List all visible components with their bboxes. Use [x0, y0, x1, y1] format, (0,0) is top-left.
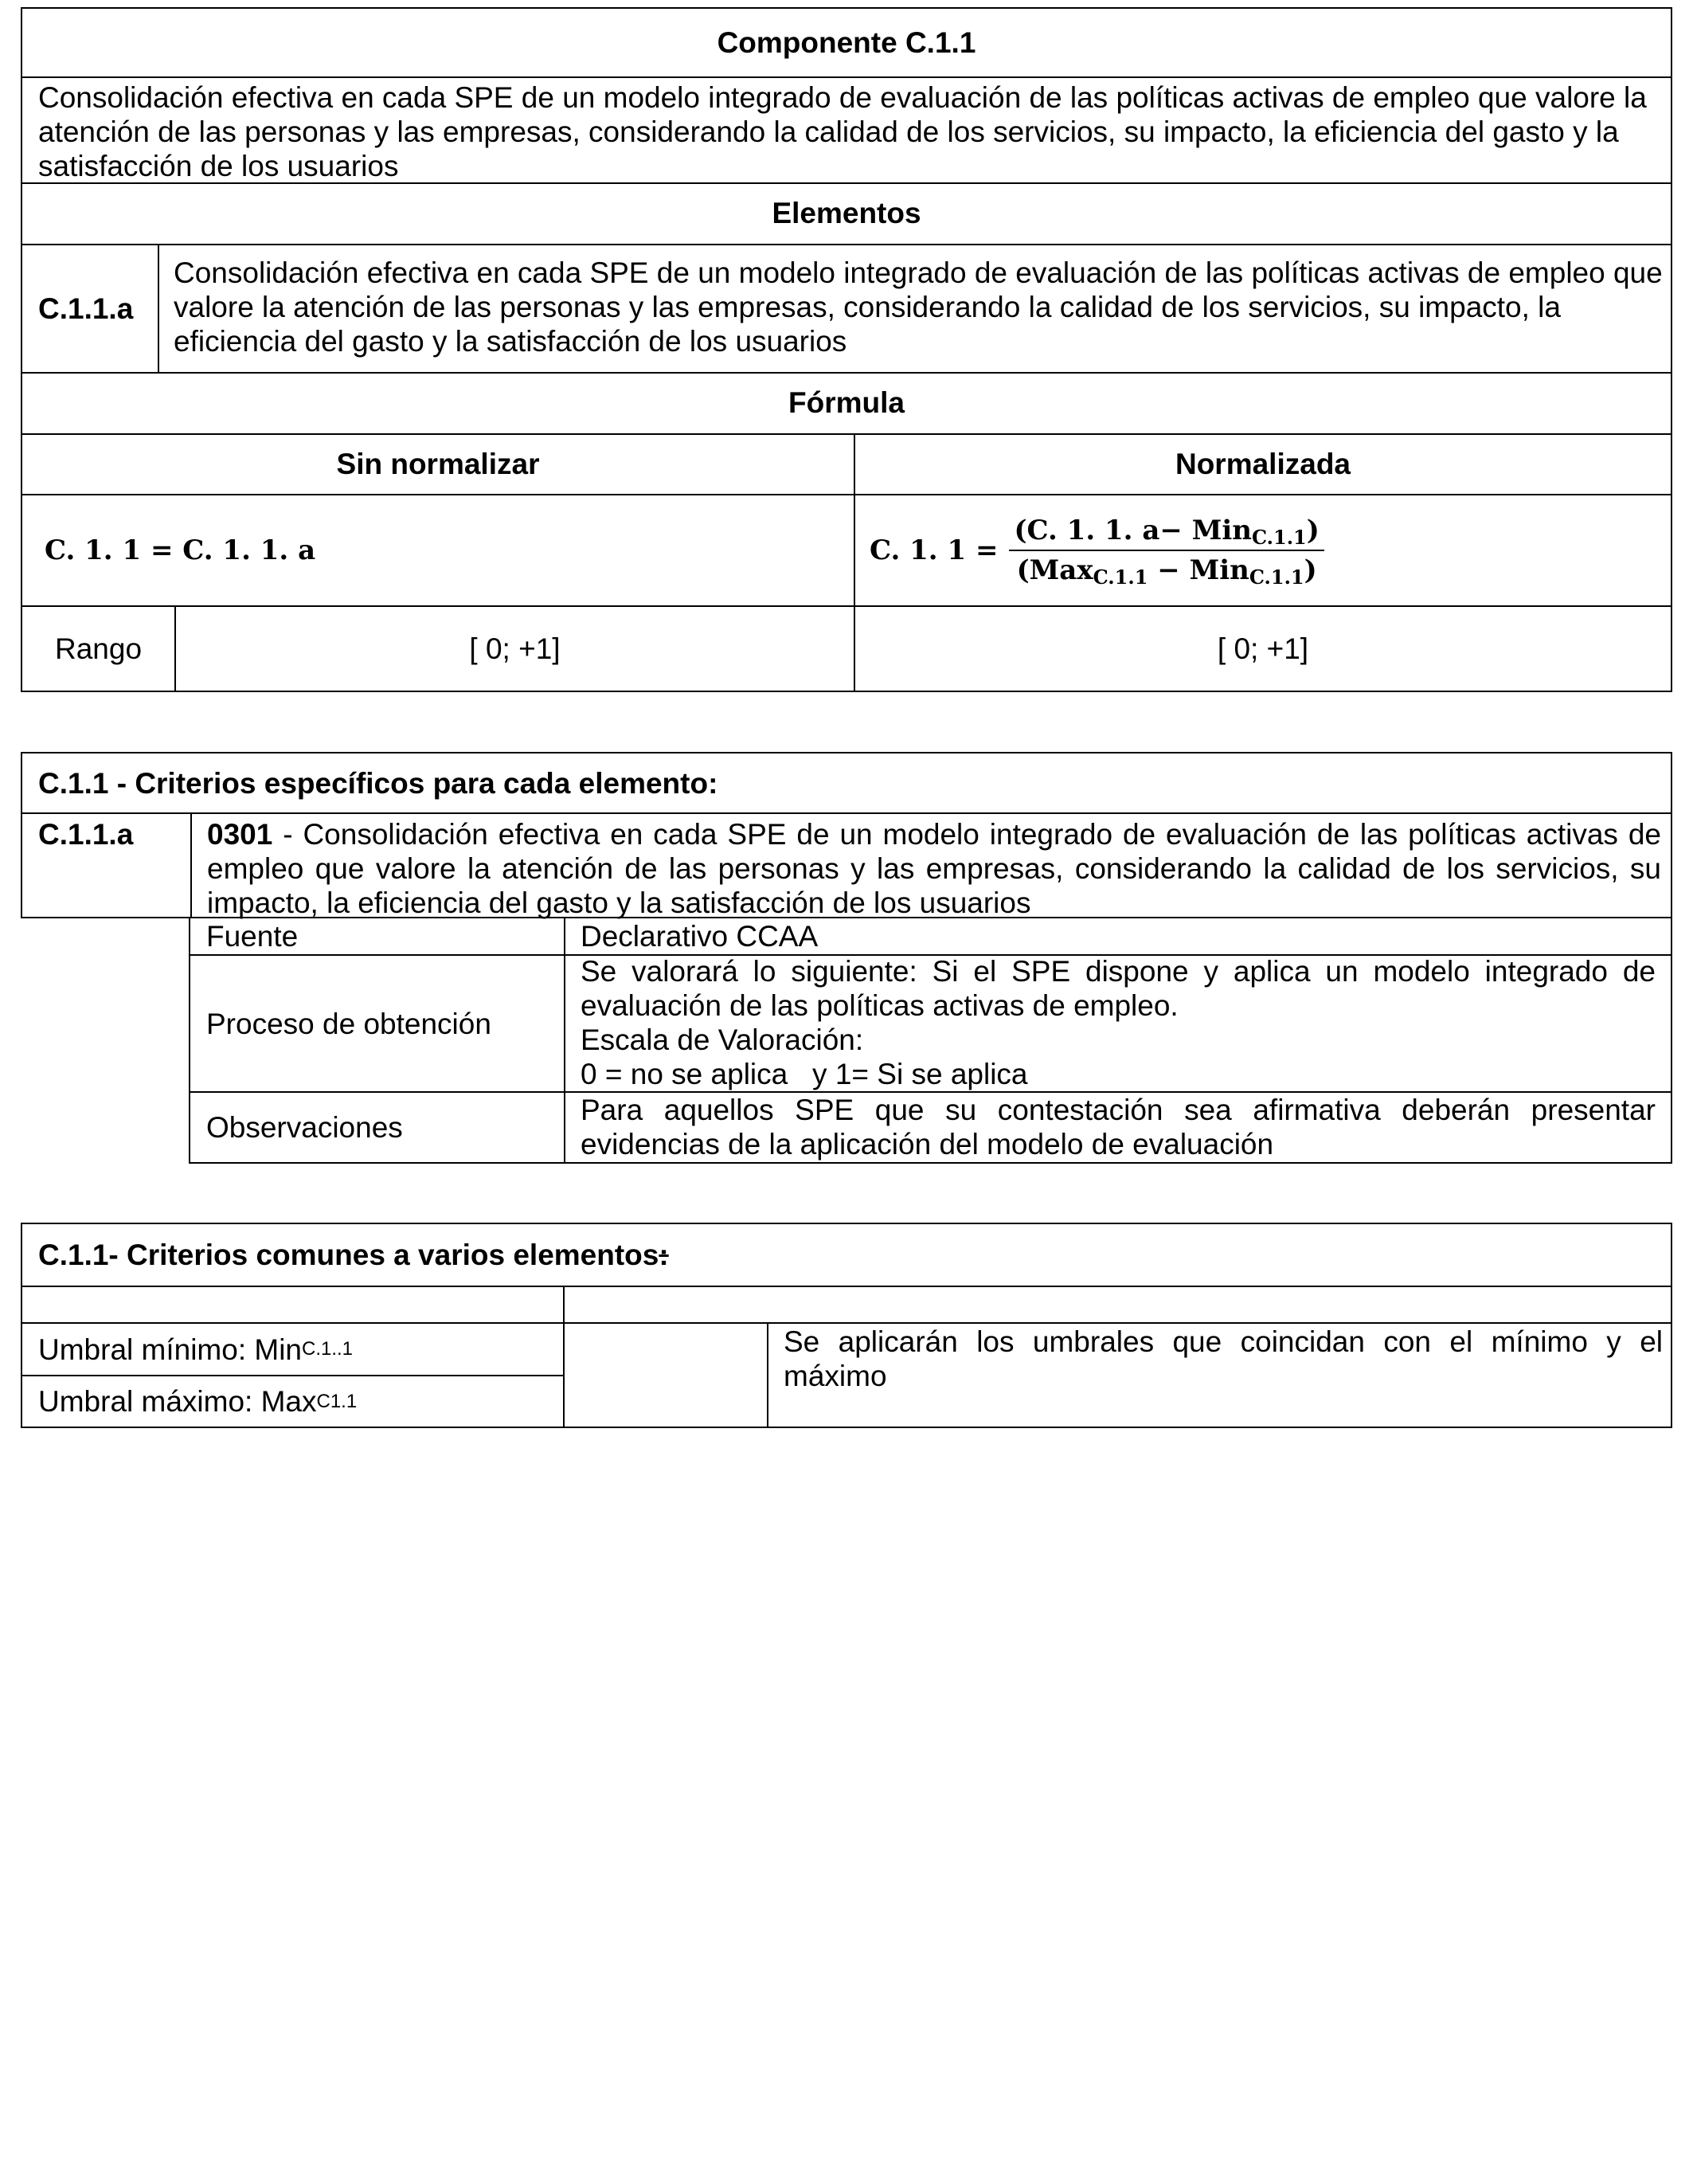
observaciones-value: Para aquellos SPE que su contestación sea afirmativa deberán presentar evidencias de la aplicación del modelo de evaluación — [581, 1094, 1656, 1160]
componente-description: Consolidación efectiva en cada SPE de un modelo integrado de evaluación de las políticas activas de empleo que valore la atención de las personas y las empresas, considerando la calidad de los servicios, su impacto, la eficiencia del gasto y la satisfacción de los usuarios — [38, 81, 1647, 182]
formula-normalizada-lhs: C. 1. 1 = — [870, 534, 999, 566]
criterios-especificos-title: C.1.1 - Criterios específicos para cada elemento: — [38, 766, 718, 800]
umbral-minimo-label: Umbral mínimo: Min C.1..1 — [38, 1333, 354, 1366]
rango-sin-normalizar: [ 0; +1] — [469, 632, 561, 665]
formula-fraction — [1009, 515, 1324, 589]
normalizada-header: Normalizada — [1175, 447, 1351, 480]
proceso-line-3: 0 = no se aplica y 1= Si se aplica — [581, 1058, 1028, 1090]
proceso-line-2: Escala de Valoración: — [581, 1024, 864, 1056]
criterios-element-code: C.1.1.a — [38, 818, 134, 851]
criterios-comunes-title: C.1.1- Criterios comunes a varios elementos : — [38, 1239, 669, 1271]
rango-label: Rango — [54, 632, 143, 665]
componente-title: Componente C.1.1 — [717, 26, 976, 59]
componente-table — [21, 7, 1672, 692]
elementos-header: Elementos — [772, 197, 921, 229]
umbral-maximo-label: Umbral máximo: Max C1.1 — [38, 1385, 358, 1418]
formula-normalizada — [870, 495, 1666, 605]
proceso-label: Proceso de obtención — [206, 1007, 491, 1040]
formula-header: Fórmula — [788, 386, 905, 419]
formula-numerator: (C. 1. 1. a− Min$_{C.1.1}$) — [1009, 515, 1324, 551]
formula-denominator: (Max$_{C.1.1}$ − Min$_{C.1.1}$) — [1016, 554, 1317, 589]
formula-sin-normalizar: C. 1. 1 = C. 1. 1. a — [45, 534, 316, 566]
element-code: C.1.1.a — [38, 292, 134, 325]
fuente-label: Fuente — [206, 920, 299, 953]
sin-normalizar-header: Sin normalizar — [336, 447, 540, 480]
criterios-comunes-table — [21, 1223, 1672, 1428]
criterios-especificos-header-box — [21, 752, 1672, 918]
rango-normalizada: [ 0; +1] — [1217, 632, 1309, 665]
fuente-value: Declarativo CCAA — [581, 920, 819, 953]
proceso-value — [581, 954, 1656, 1091]
umbral-note: Se aplicarán los umbrales que coincidan con el mínimo y el máximo — [784, 1325, 1663, 1392]
observaciones-label: Observaciones — [206, 1111, 403, 1144]
criterios-especificos-detail-box — [189, 917, 1672, 1164]
criterios-element-description: 0301 - Consolidación efectiva en cada SPE de un modelo integrado de evaluación de las políticas activas de empleo que valore la atención de las personas y las empresas, considerando la calidad de los servicios, su impacto, la eficiencia del gasto y la satisfacción de los usuarios — [207, 818, 1661, 919]
element-description: Consolidación efectiva en cada SPE de un modelo integrado de evaluación de las políticas activas de empleo que valore la atención de las personas y las empresas, considerando la calidad de los servicios, su impacto, la eficiencia del gasto y la satisfacción de los usuarios — [174, 256, 1663, 358]
proceso-line-1: Se valorará lo siguiente: Si el SPE dispone y aplica un modelo integrado de evaluación de las políticas activas de empleo. — [581, 955, 1656, 1022]
